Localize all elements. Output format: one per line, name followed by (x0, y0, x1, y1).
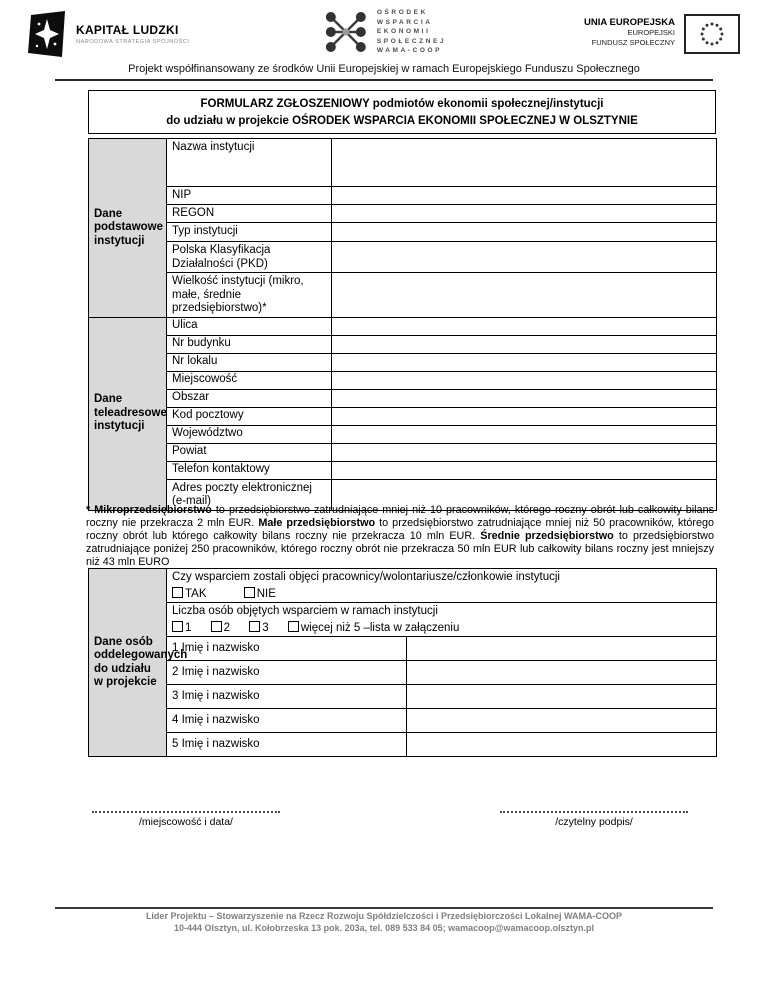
field-value-miejscowosc[interactable] (332, 371, 717, 389)
field-label-nazwa: Nazwa instytucji (167, 139, 332, 187)
section-address-label: Dane teleadresowe instytucji (89, 317, 167, 510)
checkbox-count-more-label: więcej niż 5 –lista w załączeniu (300, 621, 460, 634)
field-value-nip[interactable] (332, 187, 717, 205)
kapital-ludzki-flag-icon (28, 10, 68, 58)
field-label-regon: REGON (167, 205, 332, 223)
field-label-obszar: Obszar (167, 389, 332, 407)
network-nodes-icon (322, 8, 370, 56)
field-label-telefon: Telefon kontaktowy (167, 461, 332, 479)
person-4-value[interactable] (407, 709, 717, 733)
field-label-miejscowosc: Miejscowość (167, 371, 332, 389)
field-value-kod-pocztowy[interactable] (332, 407, 717, 425)
institution-data-table (88, 138, 717, 511)
signature-legible (500, 806, 688, 828)
field-label-nr-budynku: Nr budynku (167, 335, 332, 353)
field-label-email: Adres poczty elektronicznej (e-mail) (167, 479, 332, 510)
checkbox-count-1-label: 1 (185, 621, 192, 634)
field-label-wojewodztwo: Województwo (167, 425, 332, 443)
field-value-obszar[interactable] (332, 389, 717, 407)
cofinance-statement: Projekt współfinansowany ze środków Unii Europejskiej w ramach Europejskiego Funduszu Społecznego (128, 63, 640, 75)
footer-line-1: Lider Projektu – Stowarzyszenie na Rzecz Rozwoju Spółdzielczości i Przedsiębiorczości Lokalnej WAMA-COOP (145, 911, 623, 921)
field-value-nazwa[interactable] (332, 139, 717, 187)
footnote-term-srednie: Średnie przedsiębiorstwo (480, 530, 614, 542)
owes-line-3: EKONOMII (376, 28, 431, 36)
footnote-term-mikro: * Mikroprzedsiębiorstwo (86, 504, 212, 516)
field-value-wielkosc[interactable] (332, 273, 717, 318)
field-value-typ[interactable] (332, 223, 717, 242)
person-2-label: 2 Imię i nazwisko (167, 661, 407, 685)
signature-legible-caption: /czytelny podpis/ (555, 816, 633, 828)
kapital-ludzki-subtitle: NARODOWA STRATEGIA SPÓJNOŚCI (76, 39, 190, 45)
section-delegated-label: Dane osób oddelegowanych do udziału w projekcie (89, 569, 167, 757)
checkbox-count-1[interactable] (172, 621, 183, 632)
checkbox-count-more[interactable] (288, 621, 299, 632)
field-value-powiat[interactable] (332, 443, 717, 461)
checkbox-nie[interactable] (244, 587, 255, 598)
checkbox-nie-label: NIE (256, 587, 276, 600)
field-value-telefon[interactable] (332, 461, 717, 479)
field-label-wielkosc: Wielkość instytucji (mikro, małe, średnie przedsiębiorstwo)* (167, 273, 332, 318)
field-label-kod-pocztowy: Kod pocztowy (167, 407, 332, 425)
delegated-persons-table (88, 568, 717, 757)
checkbox-tak[interactable] (172, 587, 183, 598)
signature-place-date-line[interactable] (92, 806, 280, 813)
field-value-nr-lokalu[interactable] (332, 353, 717, 371)
checkbox-count-2[interactable] (211, 621, 222, 632)
field-label-nr-lokalu: Nr lokalu (167, 353, 332, 371)
signature-place-date-caption: /miejscowość i data/ (139, 816, 233, 828)
person-2-value[interactable] (407, 661, 717, 685)
enterprise-size-footnote: * Mikroprzedsiębiorstwo to przedsiębiorstwo zatrudniające mniej niż 10 pracowników, którego roczny obrót lub całkowity bilans roczny nie przekracza 2 mln EUR. Małe przedsiębiorstwo to przedsiębiorstwo zatrudniające mniej niż 50 pracowników, którego roczny obrót lub którego całkowity bilans roczny nie przekracza 10 mln EUR. Średnie przedsiębiorstwo to przedsiębiorstwo zatrudniające poniżej 250 pracowników, którego roczny obrót nie przekracza 50 mln EUR lub całkowity bilans roczny jest mniejszy niż 43 mln EURO (86, 504, 714, 568)
checkbox-count-2-label: 2 (223, 621, 231, 634)
person-1-value[interactable] (407, 637, 717, 661)
form-title (88, 90, 716, 134)
support-question: Czy wsparciem zostali objęci pracownicy/wolontariusze/członkowie instytucji (172, 571, 560, 583)
header-divider (55, 79, 713, 81)
field-value-nr-budynku[interactable] (332, 335, 717, 353)
checkbox-tak-label: TAK (185, 587, 207, 600)
checkbox-count-3-label: 3 (262, 621, 269, 634)
signature-place-date (92, 806, 280, 828)
eu-title: UNIA EUROPEJSKA (584, 17, 675, 28)
kapital-ludzki-logo (28, 10, 189, 58)
owes-logo (322, 8, 446, 56)
field-label-ulica: Ulica (167, 317, 332, 335)
owes-logo-text (377, 8, 446, 55)
person-3-label: 3 Imię i nazwisko (167, 685, 407, 709)
field-value-wojewodztwo[interactable] (332, 425, 717, 443)
count-question: Liczba osób objętych wsparciem w ramach instytucji (172, 605, 438, 617)
eu-logo (584, 14, 740, 54)
field-label-nip: NIP (167, 187, 332, 205)
owes-line-5: WAMA-COOP (376, 47, 443, 55)
field-label-typ: Typ instytucji (167, 223, 332, 242)
person-1-label: 1 Imię i nazwisko (167, 637, 407, 661)
kapital-ludzki-title: KAPITAŁ LUDZKI (76, 23, 179, 37)
signature-legible-line[interactable] (500, 806, 688, 813)
form-title-line2: do udziału w projekcie OŚRODEK WSPARCIA EKONOMII SPOŁECZNEJ W OLSZTYNIE (166, 115, 638, 127)
owes-line-1: OŚRODEK (376, 9, 428, 17)
field-value-ulica[interactable] (332, 317, 717, 335)
owes-line-2: WSPARCIA (376, 18, 433, 26)
field-label-powiat: Powiat (167, 443, 332, 461)
field-value-pkd[interactable] (332, 242, 717, 273)
field-value-regon[interactable] (332, 205, 717, 223)
footer-divider (55, 907, 713, 909)
checkbox-count-3[interactable] (249, 621, 260, 632)
owes-line-4: SPOŁECZNEJ (376, 37, 447, 45)
form-title-line1: FORMULARZ ZGŁOSZENIOWY podmiotów ekonomii społecznej/instytucji (200, 98, 604, 110)
eu-line-2: EUROPEJSKI (627, 28, 675, 37)
person-3-value[interactable] (407, 685, 717, 709)
footer (0, 911, 768, 934)
section-basic-label: Dane podstawowe instytucji (89, 139, 167, 318)
footnote-term-male: Małe przedsiębiorstwo (258, 517, 376, 529)
person-5-label: 5 Imię i nazwisko (167, 733, 407, 757)
eu-line-3: FUNDUSZ SPOŁECZNY (591, 37, 675, 47)
footer-line-2: 10-444 Olsztyn, ul. Kołobrzeska 13 pok. 203a, tel. 089 533 84 05; wamacoop@wamacoop.olsztyn.pl (174, 922, 594, 933)
person-4-label: 4 Imię i nazwisko (167, 709, 407, 733)
field-label-pkd: Polska Klasyfikacja Działalności (PKD) (167, 242, 332, 273)
eu-flag-icon (684, 14, 740, 54)
person-5-value[interactable] (407, 733, 717, 757)
